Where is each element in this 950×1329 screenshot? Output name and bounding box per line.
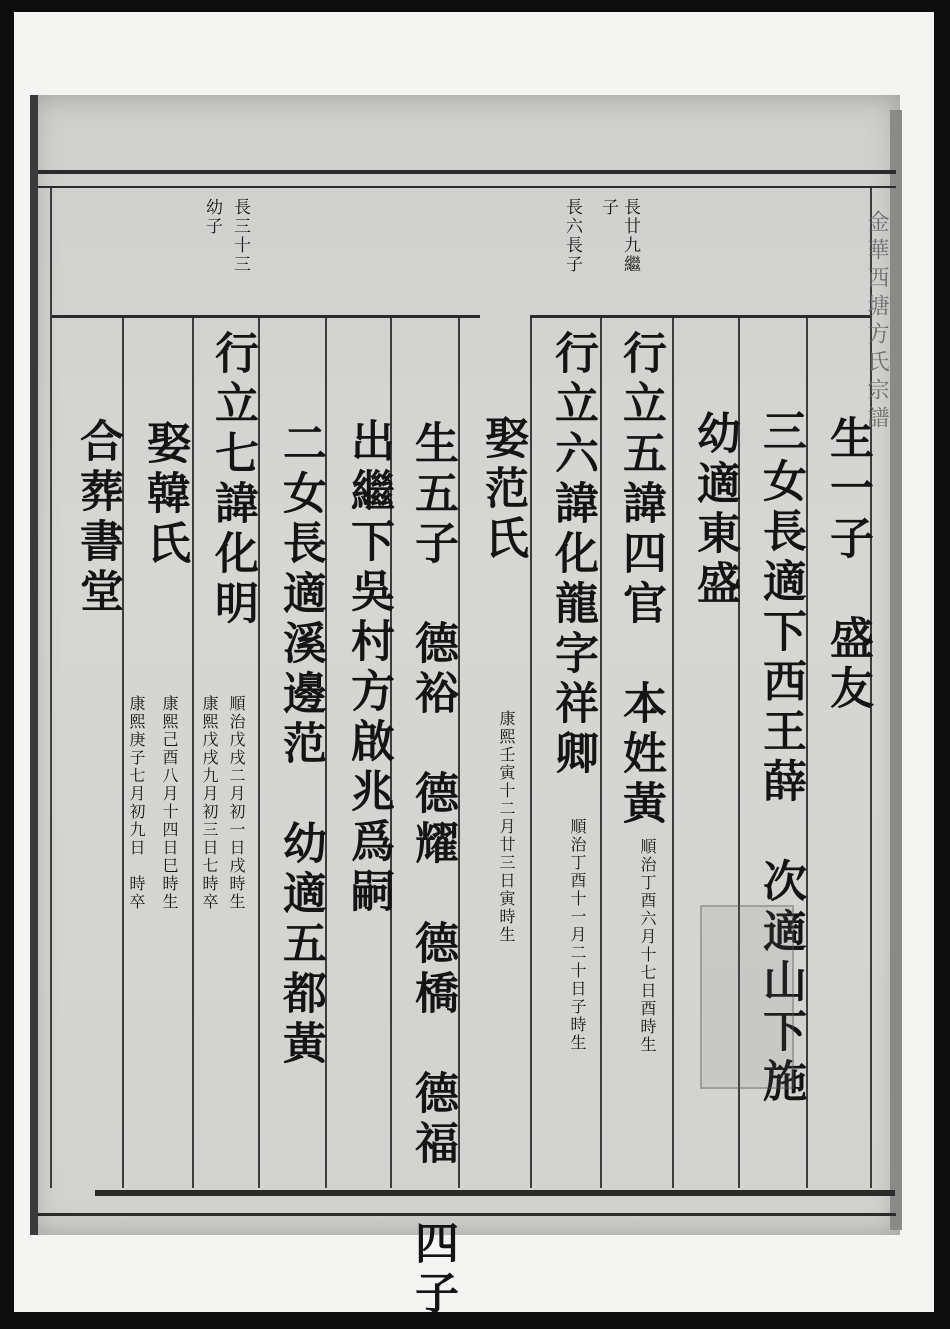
text-column: 生一子 盛友 [822,415,873,715]
top-rule-thin [38,186,896,188]
date-note: 康熙己酉八月十四日巳時生 [160,695,179,911]
text-column: 生五子 德裕 德耀 德橋 德福 四子 [407,420,458,1320]
date-note: 康熙壬寅十二月廿三日寅時生 [497,710,516,944]
bottom-rule-thin [38,1213,896,1216]
text-column: 行立五諱四官 本姓黃 [615,330,666,830]
bottom-rule [95,1190,895,1196]
header-note: 長廿九繼 [620,198,640,274]
text-column: 二女長適溪邊范 幼適五都黃 [275,420,326,1070]
header-note: 幼子 [202,198,222,236]
library-seal [700,905,794,1089]
page-edge-left [30,95,38,1235]
column-line [50,188,52,1188]
text-column: 三女長適下西王薛 次適山下施 [755,408,806,1108]
date-note: 順治戊戌二月初一日戌時生 [227,695,246,911]
date-note: 順治丁酉六月十七日酉時生 [638,838,657,1054]
text-column: 娶韓氏 [139,420,190,570]
text-column: 娶范氏 [477,415,528,565]
header-note: 長三十三 [230,198,250,274]
book-title-strip: 金華西塘方氏宗譜 [864,210,889,434]
text-column: 行立七諱化明 [207,330,258,630]
date-note: 順治丁酉十一月二十日子時生 [568,818,587,1052]
column-line [672,318,674,1188]
date-note: 康熙庚子七月初九日 時卒 [127,695,146,911]
text-column: 合葬書堂 [72,418,123,618]
text-column: 行立六諱化龍字祥卿 [547,330,598,780]
top-rule [38,170,896,174]
text-column: 幼適東盛 [689,410,740,610]
header-note: 子 [598,198,618,217]
header-divider-right [530,315,870,318]
text-column: 出繼下吳村方啟兆爲嗣 [343,418,394,918]
header-note: 長六長子 [562,198,582,274]
header-divider-left [50,315,480,318]
date-note: 康熙戊戌九月初三日七時卒 [200,695,219,911]
